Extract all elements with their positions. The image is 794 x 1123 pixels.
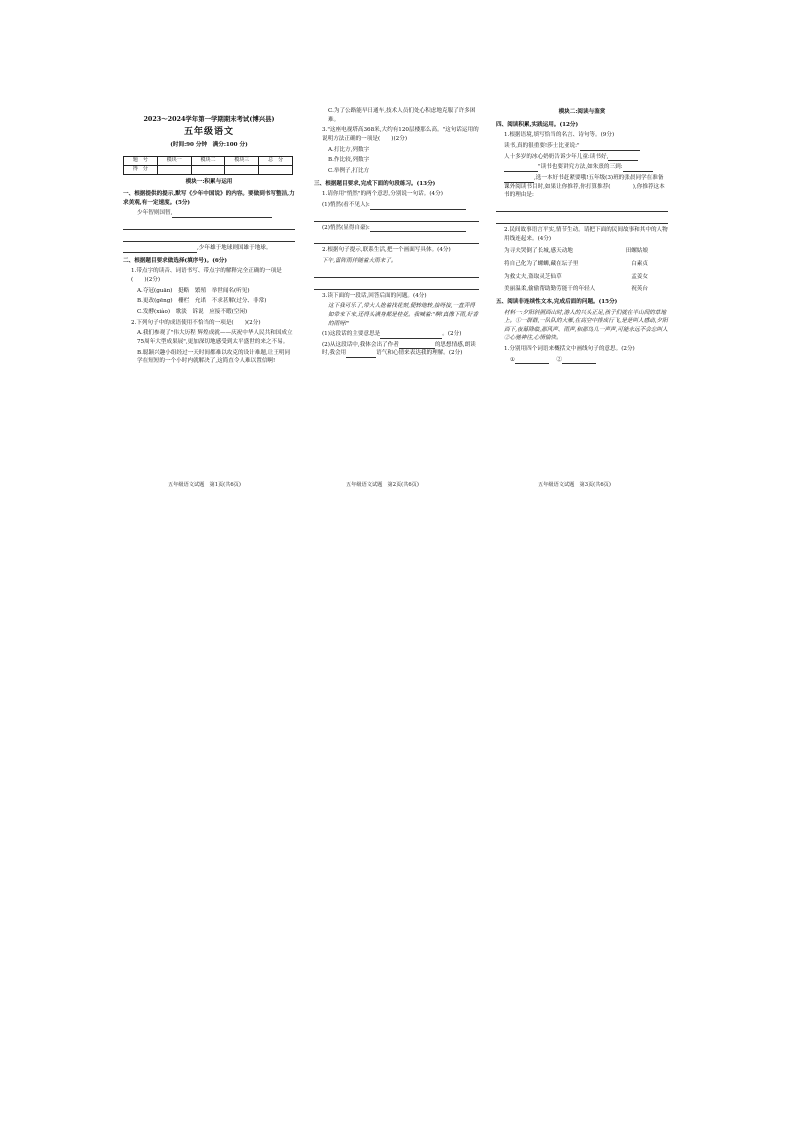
answer-marker: ① bbox=[510, 356, 516, 363]
exam-sheet bbox=[118, 105, 678, 500]
score-input-cell[interactable] bbox=[157, 165, 191, 174]
score-cell: 模块三 bbox=[225, 156, 259, 165]
answer-blank[interactable] bbox=[608, 155, 638, 161]
question-text: 1.根据语境,填写恰当的名言、诗句等。(9分) bbox=[504, 132, 615, 139]
material-text: 材料一:夕阳斜照西山时,游人的兴头正足,孩子们就在半山间的草地上。①一群群,一队队的大雁,在高空中排成行飞,是是叫人感动,夕阳西下,夜幕降临,那风声、雨声,和那鸟儿一声声,可能永远不会忘叫人②心驰神往,心情愉快。 bbox=[504, 309, 668, 342]
option-c[interactable]: C.举例子,打比方 bbox=[328, 167, 370, 174]
match-row[interactable] bbox=[496, 247, 668, 256]
r1b-text: 人十多岁的冰心奶奶告诉少年儿童:读书好, bbox=[504, 153, 609, 160]
s3b-label: (2)从这段话中,我体会出了作者 bbox=[322, 341, 399, 348]
s3b-tail: 语气和心情来表达我的理解。(2分) bbox=[376, 350, 463, 357]
r1b-row bbox=[496, 153, 668, 162]
question-heading: 四、阅读积累,实践运用。(12分) bbox=[496, 121, 579, 128]
r1c-text: "读书也要讲究方法,如朱熹的三到: bbox=[538, 164, 623, 171]
score-table-score-row bbox=[124, 165, 293, 174]
answer-marker: ② bbox=[556, 356, 562, 363]
score-cell: 得 分 bbox=[124, 165, 158, 174]
exam-meta: (时间:90 分钟 满分:100 分) bbox=[170, 141, 248, 148]
page-column-3 bbox=[496, 105, 668, 364]
answer-line[interactable] bbox=[314, 236, 479, 244]
question-text: 2.民间故事语言平实,情节生动。请把下面的民间故事和其中的人物用线连起来。(4分) bbox=[504, 226, 668, 242]
option-a[interactable]: A.我们参观了"伟大历程 辉煌成就——庆祝中华人民共和国成立75周年大型成果展",更加深切地感受到太平盛世的来之不易。 bbox=[137, 330, 293, 346]
score-input-cell[interactable] bbox=[225, 165, 259, 174]
page-column-2 bbox=[314, 105, 479, 358]
option-b[interactable]: B.更改(gēng) 栅栏 允诺 不求甚解(过分、非常) bbox=[137, 298, 267, 305]
module-heading: 模块一:积累与运用 bbox=[185, 178, 233, 185]
s1b-row bbox=[314, 224, 479, 233]
answer-blank[interactable] bbox=[370, 226, 466, 232]
passage-text: 这下我可乐了,带大人抢着找花刻,便转地转,接呀接,一直弄得如带来下来,还得头满身都是桂花。我喊着:"啊!真像下雨,好香的雨呀!" bbox=[328, 303, 479, 327]
score-cell: 模块二 bbox=[191, 156, 225, 165]
match-row[interactable] bbox=[496, 260, 668, 269]
question-text: 2.下列句子中的成语使用不恰当的一项是( )(2分) bbox=[131, 319, 261, 326]
s1a-row bbox=[314, 201, 479, 210]
exam-title: 2023～2024学年第一学期期末考试(博兴县) bbox=[143, 115, 275, 123]
match-right[interactable]: 孟姜女 bbox=[631, 273, 648, 280]
score-table bbox=[123, 156, 293, 175]
answer-blank[interactable] bbox=[346, 352, 376, 358]
match-left[interactable]: 美丽温柔,偷偷帮助勤劳能干的年轻人 bbox=[504, 286, 596, 293]
answer-blank[interactable] bbox=[562, 358, 596, 364]
match-row[interactable] bbox=[496, 285, 668, 294]
answer-blank[interactable] bbox=[515, 358, 549, 364]
s3a-row bbox=[314, 330, 479, 339]
answer-blank[interactable] bbox=[123, 247, 197, 253]
option-c[interactable]: C.为了公路能早日通车,技术人员们处心积虑地克服了许多困难。 bbox=[328, 108, 476, 123]
s1b-label: (2)悄然(显得自豪): bbox=[322, 224, 370, 231]
module-heading: 模块二:阅读与鉴赏 bbox=[558, 109, 606, 115]
question-heading: 三、根据题目要求,完成下面的句段练习。(13分) bbox=[314, 180, 436, 187]
q1-line-text: 少年智则国智, bbox=[137, 210, 173, 217]
answer-blank[interactable] bbox=[580, 145, 640, 151]
answer-line[interactable] bbox=[123, 222, 295, 230]
s2-prompt: 下午,雷阵雨伴随着大雨来了。 bbox=[322, 257, 397, 264]
match-right[interactable]: 祝英台 bbox=[631, 286, 648, 293]
question-text: 3."这座电视塔高368米,大约有120层楼那么高。"这句话运用的说明方法正确的一项是( )(2分) bbox=[322, 127, 479, 142]
mat-q1-answers bbox=[496, 356, 668, 365]
answer-blank[interactable] bbox=[623, 166, 653, 172]
match-right[interactable]: 田螺姑娘 bbox=[625, 248, 648, 255]
question-heading: 一、根据提供的提示,默写《少年中国说》的内容。要做到书写整洁,力求美观,有一定速度。(5分) bbox=[123, 191, 295, 206]
question-text: 1.带点字的读音、词语书写、带点字的解释完全正确的一项是( )(2分) bbox=[131, 268, 282, 284]
option-a[interactable]: A.夺冠(guān) 挺略 繁殖 举世闻名(听见) bbox=[137, 287, 250, 294]
page-footer: 五年级语文试题 第3页(共6页) bbox=[538, 482, 611, 488]
answer-line[interactable] bbox=[496, 204, 668, 212]
page-footer: 五年级语文试题 第2页(共6页) bbox=[346, 482, 419, 488]
question-text: 1.请你用"悄然"的两个意思,分别说一句话。(4分) bbox=[322, 191, 443, 198]
answer-line[interactable] bbox=[123, 234, 295, 242]
s3b-row bbox=[314, 341, 479, 358]
question-heading: 五、阅读非连续性文本,完成后面的问题。(15分) bbox=[496, 298, 618, 305]
option-c[interactable]: C.发酵(xiào) 歌淡 诉说 应接不暇(空闲) bbox=[137, 309, 248, 316]
score-input-cell[interactable] bbox=[259, 165, 293, 174]
q1-end-row bbox=[123, 244, 295, 253]
s1a-label: (1)悄然(看不见人): bbox=[322, 201, 370, 208]
answer-blank[interactable] bbox=[504, 166, 538, 172]
page-footer: 五年级语文试题 第1页(共6页) bbox=[168, 482, 241, 488]
r1-text: 读书,真的很重要!莎士比亚说:" bbox=[504, 142, 580, 149]
answer-blank[interactable] bbox=[172, 212, 272, 218]
score-cell: 总 分 bbox=[259, 156, 293, 165]
match-row[interactable] bbox=[496, 273, 668, 282]
r1-row bbox=[496, 142, 668, 151]
answer-blank[interactable] bbox=[380, 333, 442, 339]
answer-blank[interactable] bbox=[504, 177, 534, 183]
score-input-cell[interactable] bbox=[191, 165, 225, 174]
match-right[interactable]: 白素贞 bbox=[631, 260, 648, 267]
answer-line[interactable] bbox=[314, 214, 479, 222]
page-column-1 bbox=[123, 105, 295, 366]
question-text: 3.读下面的一段话,回答后面的问题。(4分) bbox=[322, 292, 427, 299]
match-left[interactable]: 为寻夫哭倒了长城,感天动地 bbox=[504, 248, 573, 255]
match-left[interactable]: 为救丈夫,盗取灵芝仙草 bbox=[504, 273, 562, 280]
answer-line[interactable] bbox=[496, 216, 668, 224]
score-table-header-row bbox=[124, 156, 293, 165]
exam-subtitle: 五年级语文 bbox=[183, 126, 234, 137]
r1d-text: ,选一本好书赶紧要哦!五年级(3)班的张晨同学在准备课外阅读书目时,如果让你推荐,你打算推荐( ),你推荐这本书的理由是: bbox=[504, 174, 665, 199]
question-heading: 二、根据题目要求做选择(填序号)。(6分) bbox=[123, 257, 227, 264]
option-b[interactable]: B.作比较,列数字 bbox=[328, 157, 370, 164]
answer-blank[interactable] bbox=[370, 204, 466, 210]
answer-line[interactable] bbox=[314, 282, 479, 290]
answer-line[interactable] bbox=[314, 270, 479, 278]
s3b-mid: 的思想情感,朗读时,我会用 bbox=[322, 341, 476, 357]
q1-prompt bbox=[123, 209, 295, 218]
s3a-tail: 。(2分) bbox=[442, 331, 462, 338]
q1-end-text: ,少年雄于地球则国雄于地球。 bbox=[197, 245, 272, 252]
match-left[interactable]: 将自己化为了螺蛳,藏在坛子里 bbox=[504, 260, 579, 267]
s3a-label: (1)这段话的主要意思是 bbox=[322, 331, 381, 338]
answer-blank[interactable] bbox=[399, 343, 435, 349]
r1c-row bbox=[496, 163, 668, 172]
question-text: 2.根据句子提示,联系生活,把一个画面写具体。(4分) bbox=[322, 247, 451, 254]
r1d-row bbox=[496, 174, 668, 200]
score-cell: 题 号 bbox=[124, 156, 158, 165]
option-a[interactable]: A.打比方,列数字 bbox=[328, 146, 370, 153]
question-text: 1.分别用四个词语来概括文中画线句子的意思。(2分) bbox=[504, 346, 635, 353]
score-cell: 模块一 bbox=[157, 156, 191, 165]
option-b[interactable]: B.聪颖兴趣小组经过一天时间都难以攻克的设计难题,让王明同学在短短的一个小时内就解决了,这简直令人难以置信啊! bbox=[137, 349, 291, 365]
